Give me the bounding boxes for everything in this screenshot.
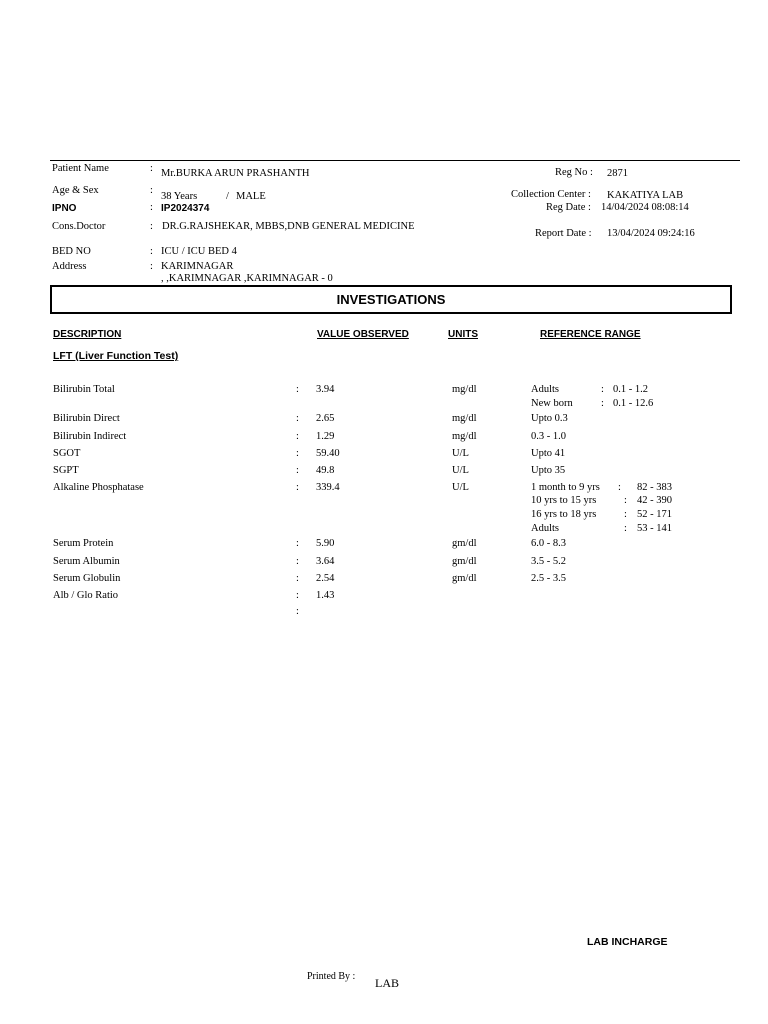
report-date-label: Report Date : <box>535 228 592 239</box>
test-unit: U/L <box>452 465 469 476</box>
bed-no-label: BED NO <box>52 246 91 257</box>
patient-name-value: Mr.BURKA ARUN PRASHANTH <box>161 168 310 179</box>
ref-range: 82 - 383 <box>637 482 672 493</box>
test-name: Serum Protein <box>53 538 114 549</box>
ref-label: 1 month to 9 yrs <box>531 482 600 493</box>
ipno-colon: : <box>150 202 153 213</box>
ref-colon: : <box>624 495 627 506</box>
test-colon: : <box>296 465 299 476</box>
test-ref: 3.5 - 5.2 <box>531 556 566 567</box>
ref-range: 52 - 171 <box>637 509 672 520</box>
test-unit: gm/dl <box>452 573 477 584</box>
address-label: Address <box>52 261 87 272</box>
test-unit: mg/dl <box>452 384 477 395</box>
test-colon: : <box>296 482 299 493</box>
cons-doctor-value: DR.G.RAJSHEKAR, MBBS,DNB GENERAL MEDICINE <box>162 221 415 232</box>
test-name: Bilirubin Direct <box>53 413 120 424</box>
test-colon: : <box>296 384 299 395</box>
test-colon: : <box>296 590 299 601</box>
header-value-observed: VALUE OBSERVED <box>317 329 409 340</box>
ref-label: New born <box>531 398 573 409</box>
ipno-value: IP2024374 <box>161 203 210 214</box>
reg-no-value: 2871 <box>607 168 628 179</box>
test-unit: U/L <box>452 448 469 459</box>
test-unit: mg/dl <box>452 413 477 424</box>
reg-date-value: 14/04/2024 08:08:14 <box>601 202 689 213</box>
sex-value: MALE <box>236 191 266 202</box>
test-ref: Upto 41 <box>531 448 566 459</box>
test-unit: gm/dl <box>452 538 477 549</box>
printed-by-label: Printed By : <box>307 971 356 982</box>
investigations-title: INVESTIGATIONS <box>336 292 446 307</box>
section-title-lft: LFT (Liver Function Test) <box>53 350 179 362</box>
test-colon: : <box>296 431 299 442</box>
age-value: 38 Years <box>161 191 198 202</box>
ref-colon: : <box>624 509 627 520</box>
test-colon: : <box>296 538 299 549</box>
test-value: 3.64 <box>316 556 335 567</box>
bed-no-value: ICU / ICU BED 4 <box>161 246 237 257</box>
ref-colon: : <box>618 482 621 493</box>
address-colon: : <box>150 261 153 272</box>
test-name: Alb / Glo Ratio <box>53 590 119 601</box>
test-value: 59.40 <box>316 448 340 459</box>
test-value: 1.43 <box>316 590 335 601</box>
test-ref: 0.3 - 1.0 <box>531 431 566 442</box>
test-value: 339.4 <box>316 482 340 493</box>
address-line-2: , ,KARIMNAGAR ,KARIMNAGAR - 0 <box>161 273 333 284</box>
patient-name-colon: : <box>150 163 153 174</box>
test-unit: mg/dl <box>452 431 477 442</box>
test-value: 2.65 <box>316 413 335 424</box>
investigations-box <box>50 285 732 314</box>
ref-range: 0.1 - 12.6 <box>613 398 654 409</box>
ref-range: 42 - 390 <box>637 495 672 506</box>
test-ref: 2.5 - 3.5 <box>531 573 566 584</box>
test-value: 2.54 <box>316 573 335 584</box>
age-sex-label: Age & Sex <box>52 185 99 196</box>
test-ref: 6.0 - 8.3 <box>531 538 566 549</box>
test-value: 5.90 <box>316 538 335 549</box>
reg-date-label: Reg Date : <box>546 202 591 213</box>
ref-label: Adults <box>531 384 560 395</box>
address-line-1: KARIMNAGAR <box>161 261 234 272</box>
ref-colon: : <box>624 523 627 534</box>
ref-colon: : <box>601 384 604 395</box>
test-colon: : <box>296 413 299 424</box>
test-name: Alkaline Phosphatase <box>53 482 144 493</box>
printed-by-value: LAB <box>375 976 399 990</box>
header-rule <box>50 160 740 161</box>
report-date-value: 13/04/2024 09:24:16 <box>607 228 695 239</box>
patient-name-label: Patient Name <box>52 163 109 174</box>
test-value: 49.8 <box>316 465 335 476</box>
ref-range: 53 - 141 <box>637 523 672 534</box>
ref-colon: : <box>601 398 604 409</box>
header-reference-range: REFERENCE RANGE <box>540 329 641 340</box>
test-name: SGPT <box>53 465 79 476</box>
ref-label: 16 yrs to 18 yrs <box>531 509 597 520</box>
test-name: Bilirubin Total <box>53 384 115 395</box>
test-colon: : <box>296 573 299 584</box>
ref-range: 0.1 - 1.2 <box>613 384 648 395</box>
trailing-colon: : <box>296 606 299 617</box>
test-colon: : <box>296 556 299 567</box>
age-sex-separator: / <box>226 191 229 202</box>
test-unit: U/L <box>452 482 469 493</box>
test-value: 1.29 <box>316 431 335 442</box>
test-name: Serum Globulin <box>53 573 121 584</box>
header-description: DESCRIPTION <box>53 329 122 340</box>
collection-center-label: Collection Center : <box>511 189 591 200</box>
test-ref: Upto 0.3 <box>531 413 568 424</box>
test-unit: gm/dl <box>452 556 477 567</box>
test-value: 3.94 <box>316 384 335 395</box>
cons-doctor-label: Cons.Doctor <box>52 221 106 232</box>
test-colon: : <box>296 448 299 459</box>
lab-incharge-label: LAB INCHARGE <box>587 936 668 948</box>
test-name: Bilirubin Indirect <box>53 431 127 442</box>
ref-label: 10 yrs to 15 yrs <box>531 495 597 506</box>
reg-no-label: Reg No : <box>555 167 593 178</box>
test-name: SGOT <box>53 448 81 459</box>
header-units: UNITS <box>448 329 478 340</box>
cons-doctor-colon: : <box>150 221 153 232</box>
ipno-label: IPNO <box>52 203 77 214</box>
test-name: Serum Albumin <box>53 556 120 567</box>
age-sex-colon: : <box>150 185 153 196</box>
collection-center-value: KAKATIYA LAB <box>607 190 684 201</box>
test-ref: Upto 35 <box>531 465 566 476</box>
bed-no-colon: : <box>150 246 153 257</box>
ref-label: Adults <box>531 523 560 534</box>
